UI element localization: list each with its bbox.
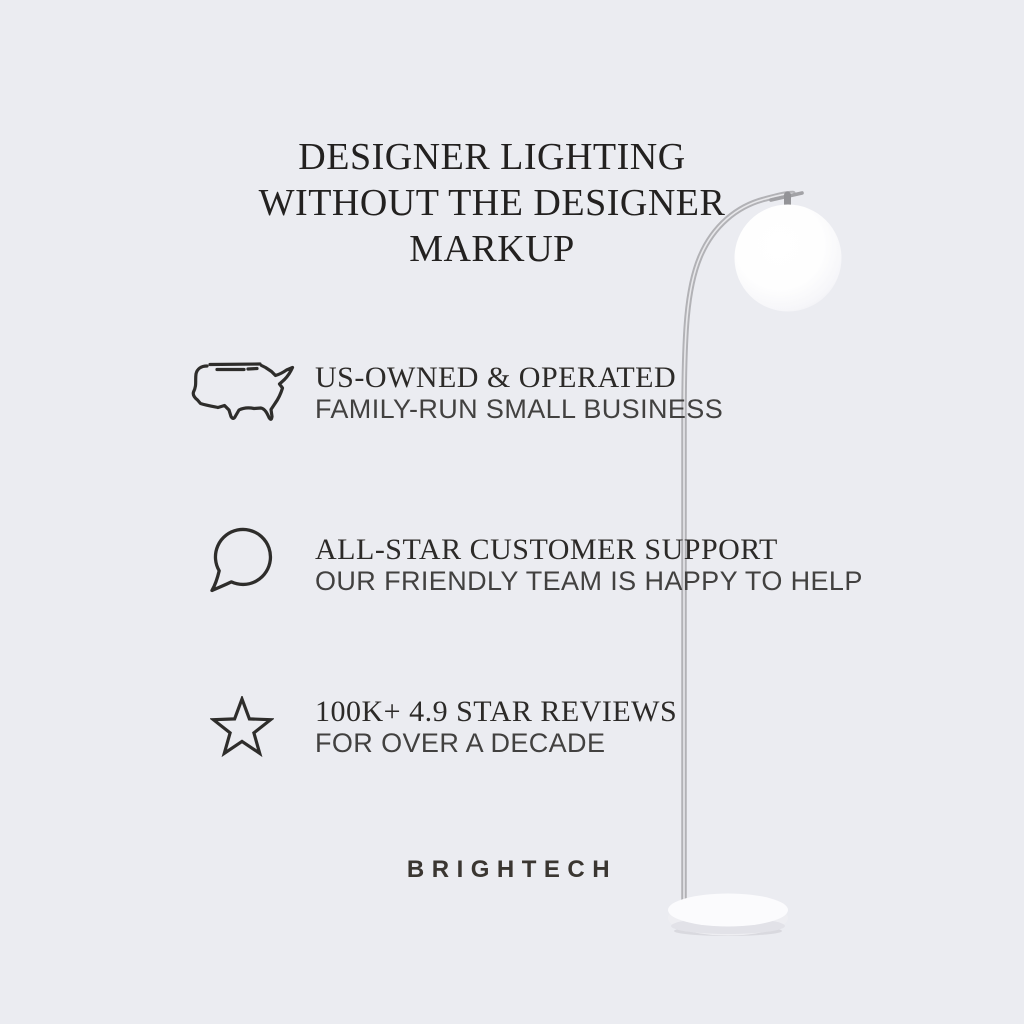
star-icon — [210, 696, 274, 760]
feature-heading: 100K+ 4.9 STAR REVIEWS — [315, 695, 678, 728]
lamp-base — [668, 894, 788, 937]
feature-subheading: FAMILY-RUN SMALL BUSINESS — [315, 394, 724, 424]
chat-bubble-icon — [208, 526, 274, 594]
feature-customer-support — [315, 534, 863, 597]
feature-heading: US-OWNED & OPERATED — [315, 361, 677, 394]
headline — [212, 134, 772, 272]
feature-subheading: FOR OVER A DECADE — [315, 728, 606, 758]
usa-map-icon — [185, 354, 297, 426]
feature-usa-owned — [315, 362, 723, 425]
feature-star-reviews — [315, 696, 677, 759]
feature-heading: ALL-STAR CUSTOMER SUPPORT — [315, 533, 778, 566]
brand-logo: BRIGHTECH — [406, 856, 618, 883]
headline-line: MARKUP — [409, 228, 575, 270]
headline-line: DESIGNER LIGHTING — [298, 136, 686, 178]
feature-subheading: OUR FRIENDLY TEAM IS HAPPY TO HELP — [315, 566, 863, 596]
headline-line: WITHOUT THE DESIGNER — [258, 182, 726, 224]
